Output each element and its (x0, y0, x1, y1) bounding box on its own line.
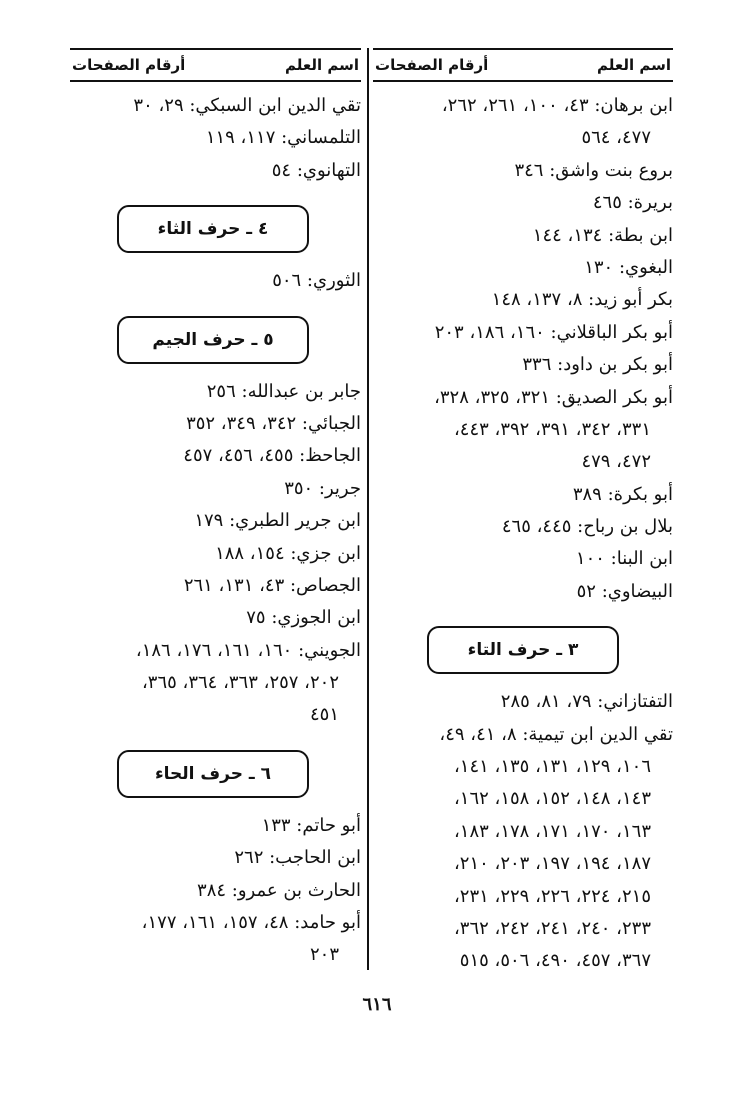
index-entry-continuation: ١٨٧، ١٩٤، ١٩٧، ٢٠٣، ٢١٠، (453, 853, 651, 875)
index-entry: أبو بكر الباقلاني: ١٦٠، ١٨٦، ٢٠٣ (434, 321, 673, 343)
section-heading-ha: ٦ ـ حرف الحاء (117, 750, 309, 798)
index-entry-continuation: ٢٣٣، ٢٤٠، ٢٤١، ٢٤٢، ٣٦٢، (453, 917, 651, 939)
index-entry: البيضاوي: ٥٢ (576, 580, 673, 602)
column-header (70, 48, 361, 82)
page-number: ٦١٦ (362, 994, 392, 1015)
index-entry: أبو بكر الصديق: ٣٢١، ٣٢٥، ٣٢٨، (434, 386, 673, 408)
index-entry-continuation: ٣٦٧، ٤٥٧، ٤٩٠، ٥٠٦، ٥١٥ (459, 950, 651, 972)
index-entry-continuation: ٢٠٢، ٢٥٧، ٣٦٣، ٣٦٤، ٣٦٥، (141, 672, 339, 694)
index-entry-continuation: ٤٧٧، ٥٦٤ (581, 127, 651, 149)
index-entry: الحارث بن عمرو: ٣٨٤ (197, 879, 361, 901)
index-entry: ابن الجوزي: ٧٥ (246, 607, 361, 629)
index-entry: ابن بطة: ١٣٤، ١٤٤ (532, 224, 673, 246)
index-entry-continuation: ٤٥١ (309, 704, 339, 726)
index-entry: الجصاص: ٤٣، ١٣١، ٢٦١ (183, 574, 361, 596)
index-entry: جرير: ٣٥٠ (284, 477, 361, 499)
index-entry: التفتازاني: ٧٩، ٨١، ٢٨٥ (500, 691, 673, 713)
section-heading-jim: ٥ ـ حرف الجيم (117, 316, 309, 364)
index-entry: ابن جرير الطبري: ١٧٩ (194, 510, 361, 532)
index-entry-continuation: ٣٣١، ٣٤٢، ٣٩١، ٣٩٢، ٤٤٣، (453, 418, 651, 440)
index-entry: الثوري: ٥٠٦ (272, 270, 361, 292)
section-heading-ta: ٣ ـ حرف التاء (427, 626, 619, 674)
index-entry: ابن جزي: ١٥٤، ١٨٨ (215, 542, 361, 564)
index-entry: بروع بنت واشق: ٣٤٦ (514, 159, 673, 181)
section-heading-tha: ٤ ـ حرف الثاء (117, 205, 309, 253)
index-entry-continuation: ١٤٣، ١٤٨، ١٥٢، ١٥٨، ١٦٢، (453, 788, 651, 810)
index-entry: جابر بن عبدالله: ٢٥٦ (206, 380, 361, 402)
name-column-label: اسم العلم (596, 56, 671, 74)
index-entry: أبو حاتم: ١٣٣ (261, 814, 361, 836)
index-entry: تقي الدين ابن السبكي: ٢٩، ٣٠ (133, 95, 361, 116)
index-entry: بريرة: ٤٦٥ (592, 192, 673, 214)
index-entry: بلال بن رباح: ٤٤٥، ٤٦٥ (501, 516, 673, 538)
index-entry: الجويني: ١٦٠، ١٦١، ١٧٦، ١٨٦، (135, 639, 361, 661)
index-entry: ابن الحاجب: ٢٦٢ (234, 847, 361, 869)
index-entry-continuation: ١٦٣، ١٧٠، ١٧١، ١٧٨، ١٨٣، (453, 820, 651, 842)
index-entry: أبو حامد: ٤٨، ١٥٧، ١٦١، ١٧٧، (141, 912, 361, 934)
index-entry: التلمساني: ١١٧، ١١٩ (205, 127, 361, 149)
index-entry-continuation: ٤٧٢، ٤٧٩ (581, 451, 651, 473)
index-entry: التهانوي: ٥٤ (271, 159, 361, 181)
pages-column-label: أرقام الصفحات (72, 56, 186, 74)
index-entry: البغوي: ١٣٠ (584, 256, 673, 278)
index-entry: الجاحظ: ٤٥٥، ٤٥٦، ٤٥٧ (183, 445, 361, 467)
index-entry: تقي الدين ابن تيمية: ٨، ٤١، ٤٩، (439, 723, 673, 745)
column-divider (367, 48, 369, 970)
index-entry-continuation: ١٠٦، ١٢٩، ١٣١، ١٣٥، ١٤١، (453, 756, 651, 778)
index-entry: الجبائي: ٣٤٢، ٣٤٩، ٣٥٢ (186, 412, 361, 434)
column-header (373, 48, 673, 82)
right-column (373, 48, 673, 978)
pages-column-label: أرقام الصفحات (375, 56, 489, 74)
index-entry: أبو بكر بن داود: ٣٣٦ (522, 354, 673, 376)
index-entry-continuation: ٢٠٣ (309, 944, 339, 966)
index-entry: ابن برهان: ٤٣، ١٠٠، ٢٦١، ٢٦٢، (441, 95, 673, 116)
index-entry: أبو بكرة: ٣٨٩ (572, 483, 673, 505)
left-column (70, 48, 361, 972)
name-column-label: اسم العلم (284, 56, 359, 74)
index-entry: بكر أبو زيد: ٨، ١٣٧، ١٤٨ (491, 289, 673, 311)
index-entry: ابن البنا: ١٠٠ (575, 548, 673, 570)
index-entry-continuation: ٢١٥، ٢٢٤، ٢٢٦، ٢٢٩، ٢٣١، (453, 885, 651, 907)
